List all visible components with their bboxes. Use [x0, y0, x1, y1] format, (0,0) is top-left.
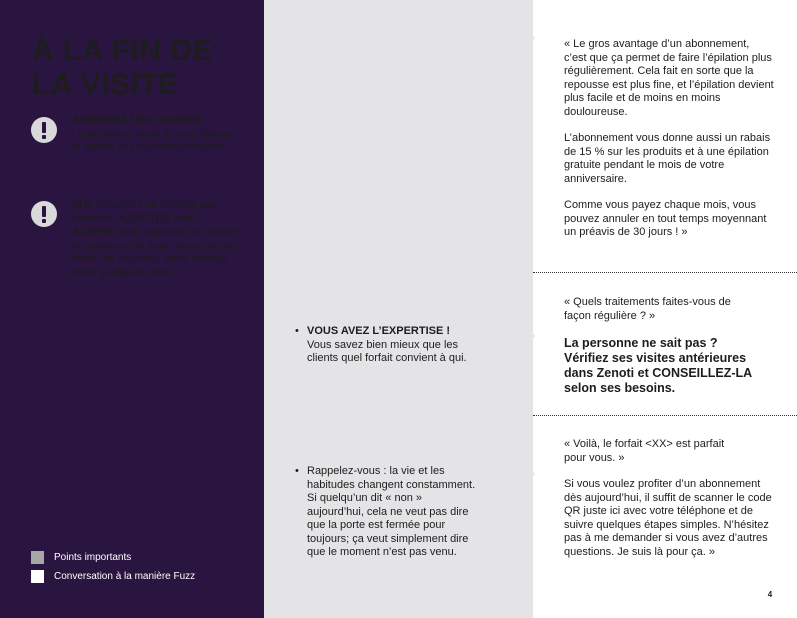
page-title: À LA FIN DE LA VISITE [32, 34, 214, 101]
bullet-dot: • [295, 325, 299, 337]
dotted-divider [533, 415, 797, 416]
conversation-block-1 [564, 38, 774, 240]
exclamation-icon [31, 117, 57, 143]
conversation-paragraph: L’abonnement vous donne aussi un rabais de 15 % sur les produits et à une épilation gratuite pendant le mois de votre anniversaire. [564, 132, 771, 185]
conversation-paragraph: « Voilà, le forfait <XX> est parfait pour vous. » [564, 438, 725, 464]
conversation-paragraph: Si vous voulez profiter d’un abonnement dès aujourd’hui, il suffit de scanner le code QR juste ici avec votre téléphone et de suivre quelques étapes simples. N’hésitez pas à me demander si vous avez d’autres questions. Je suis là pour ça. » [564, 478, 772, 558]
alert-reminder-bold: AJOUTEZ UNE ALERTE [72, 212, 197, 238]
conversation-paragraph: Comme vous payez chaque mois, vous pouvez annuler en tout temps moyennant un préavis de 30 jours ! » [564, 199, 767, 238]
tip-expertise [307, 325, 487, 366]
legend-label-important: Points importants [54, 552, 132, 563]
alert-affirm-heading: AFFIRMEZ LES CHOSES. [72, 114, 205, 126]
conversation-question: « Quels traitements faites-vous de façon régulière ? » [564, 296, 731, 322]
alert-reminder [72, 199, 242, 280]
tip-expertise-body: Vous savez bien mieux que les clients quel forfait convient à qui. [307, 338, 467, 364]
alert-reminder-text: Si la personne ne devient pas membre, [72, 199, 217, 225]
bullet-dot: • [295, 465, 299, 477]
legend-swatch-white [31, 570, 44, 583]
tip-remember: Rappelez-vous : la vie et les habitudes changent constamment. Si quelqu’un dit « non » aujourd’hui, cela ne veut pas dire que la porte est fermée pour toujours; ça veut simplement dire que le moment n’est pas venu. [307, 465, 476, 558]
alert-reminder-text-end: pour rappeler les forfaits en indiquant la date. Vous pourrez tenter de nouveau votre chance dans quelques mois ! [72, 226, 239, 279]
exclamation-icon [31, 201, 57, 227]
dotted-divider [533, 272, 797, 273]
alert-affirm [72, 114, 242, 155]
legend-label-conversation: Conversation à la manière Fuzz [54, 571, 196, 582]
alert-affirm-body: La personne vous fera confiance et suivra vos recommandations ! [72, 127, 232, 153]
legend-swatch-gray [31, 551, 44, 564]
conversation-block-3 [564, 438, 774, 559]
conversation-paragraph: « Le gros avantage d’un abonnement, c’est que ça permet de faire l’épilation plus régulièrement. Cela fait en sorte que la repousse est plus fine, et l’épilation devient plus facile et de moins en moins douloureuse. [564, 38, 774, 118]
page-number: 4 [767, 590, 773, 599]
tip-expertise-heading: VOUS AVEZ L’EXPERTISE ! [307, 325, 451, 337]
advice-bold-text: La personne ne sait pas ? Vérifiez ses visites antérieures dans Zenoti et CONSEILLEZ-LA selon ses besoins. [564, 336, 752, 395]
